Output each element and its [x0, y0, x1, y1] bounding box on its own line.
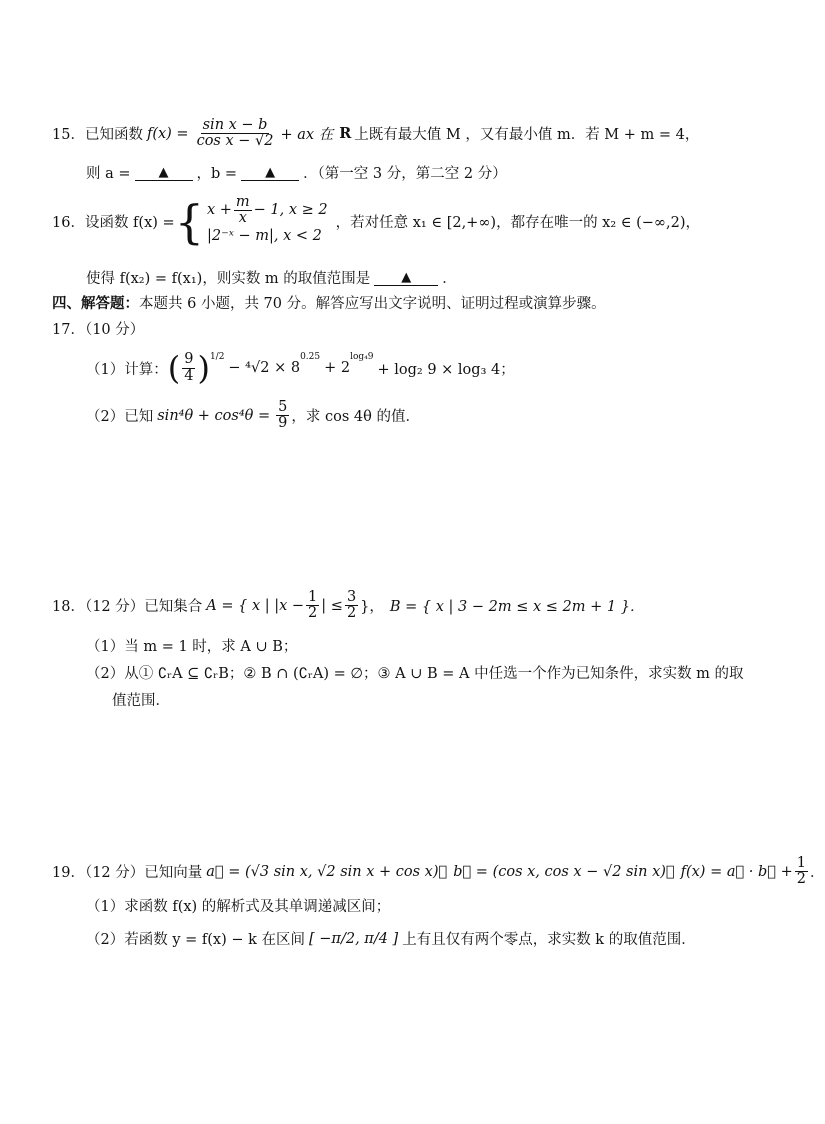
q16-tail: ，若对任意 x₁ ∈ [2,+∞)，都存在唯一的 x₂ ∈ (−∞,2)，	[335, 215, 700, 232]
section4-line	[52, 292, 606, 313]
q15-frac-den: cos x − √2	[196, 133, 274, 150]
q17-part2	[86, 400, 420, 431]
q16-cases	[207, 195, 328, 248]
q15-lead: 已知函数	[84, 127, 143, 144]
q17-p1-frac-num: 9	[184, 351, 194, 368]
q19-p2-pre: （2）若函数 y = f(x) − k 在区间	[86, 932, 306, 948]
q19-part1	[86, 895, 390, 916]
q19-head: 19．（12 分）已知向量	[52, 865, 203, 882]
q16-brace: {	[174, 194, 204, 249]
q18-p2-cont-text: 值范围．	[112, 693, 170, 709]
q16-blank-mark: ▲	[401, 270, 412, 285]
q19-line1	[52, 856, 825, 887]
q16-line2-text: 使得 f(x₂) = f(x₁)，则实数 m 的取值范围是	[86, 271, 371, 287]
q19-vec-b: b⃗ = (cos x, cos x − √2 sin x)，	[453, 863, 675, 880]
q19-fx-frac	[795, 856, 808, 887]
section4-text: 本题共 6 小题，共 70 分。解答应写出文字说明、证明过程或演算步骤。	[139, 296, 606, 312]
q17-p1-label: （1）计算：	[86, 361, 168, 378]
q19-p2-interval: [ −π/2, π/4 ]	[309, 930, 399, 947]
q18-setA-mid: | ≤	[321, 597, 343, 614]
q17-paren-close: )	[197, 349, 210, 387]
q18-setA-post: }，	[360, 599, 384, 616]
q18-part2	[86, 662, 744, 683]
q19-fx-frac-den: 2	[796, 871, 806, 888]
q17-p2-frac-num: 5	[278, 399, 288, 415]
q19-part2	[86, 928, 696, 949]
q16-case1-frac	[234, 195, 252, 226]
q15-number: 15．	[52, 127, 85, 144]
q17-head-text: 17．（10 分）	[52, 322, 145, 338]
q18-part1	[86, 635, 297, 656]
q17-p1-exponent: 1/2	[209, 352, 225, 362]
q18-head: 18．（12 分）已知集合	[52, 599, 203, 616]
q15-fx: f(x) =	[146, 125, 189, 142]
q18-setA-frac2	[345, 590, 358, 621]
q17-p1-rest2: + 2	[324, 360, 351, 376]
q19-vec-a: a⃗ = (√3 sin x, √2 sin x + cos x)，	[206, 863, 448, 880]
q16-blank	[374, 269, 438, 286]
q17-p2-frac	[276, 400, 289, 431]
section4-title: 四、解答题：	[52, 295, 139, 312]
q18-setA-frac2-den: 2	[346, 605, 357, 622]
q19-fx-end: ．	[810, 865, 825, 882]
q18-setA-frac2-num: 3	[346, 589, 357, 605]
q17-paren-open: (	[167, 349, 181, 387]
q17-p1-frac-den: 4	[184, 367, 194, 384]
q16-case2: |2⁻ˣ − m|, x < 2	[206, 228, 322, 245]
q16-line2-end: ．	[442, 271, 457, 287]
q15-fraction	[195, 118, 276, 149]
q18-setA-frac1-den: 2	[308, 605, 318, 622]
q15-R: R	[339, 125, 352, 143]
q17-p1-exponent3: log₄9	[350, 352, 374, 362]
q17-p1-exponent2: 0.25	[300, 352, 321, 362]
q19-fx-frac-num: 1	[796, 855, 806, 871]
q17-part1	[86, 349, 515, 387]
q17-p2-frac-den: 9	[278, 415, 288, 432]
q15-frac-num: sin x − b	[202, 117, 268, 133]
q16-case1	[207, 195, 328, 226]
q19-fx-pre: f(x) = a⃗ · b⃗ +	[680, 863, 793, 880]
q16-number: 16．	[52, 215, 85, 232]
q18-setB: B = { x | 3 − 2m ≤ x ≤ 2m + 1 }．	[389, 599, 645, 616]
q15-line1	[52, 118, 699, 149]
q18-setA-frac1	[306, 590, 319, 621]
q15-blank-2-mark: ▲	[265, 165, 276, 180]
q16-case1-frac-num: m	[235, 194, 250, 210]
q17-p2-label: （2）已知	[86, 409, 154, 426]
q16-line2	[86, 267, 457, 288]
q18-p2-text: （2）从① ∁ᵣA ⊆ ∁ᵣB；② B ∩ (∁ᵣA) = ∅；③ A ∪ B = A 中任选一个作为已知条件，求实数 m 的取	[86, 666, 744, 682]
q15-tail2: 上既有最大值 M ，又有最小值 m．若 M + m = 4，	[354, 127, 700, 144]
q18-setA-pre: A = { x | |x −	[206, 597, 305, 614]
q19-p1-text: （1）求函数 f(x) 的解析式及其单调递减区间；	[86, 899, 391, 915]
q16-case1-pre: x +	[206, 201, 232, 218]
q19-p2-post: 上有且仅有两个零点，求实数 k 的取值范围．	[402, 932, 696, 948]
q15-line2-b: ，b =	[196, 166, 238, 182]
q15-blank-2	[241, 164, 299, 181]
q15-line2	[86, 162, 507, 183]
q17-p2-expr: sin⁴θ + cos⁴θ =	[157, 407, 271, 424]
q15-line2-c: ．（第一空 3 分，第二空 2 分）	[303, 166, 507, 182]
q15-tail1: + ax 在	[280, 127, 334, 144]
q17-p1-rest: − ⁴√2 × 8	[228, 360, 301, 376]
q16-case1-post: − 1, x ≥ 2	[253, 201, 328, 218]
q16-case1-frac-den: x	[238, 210, 247, 227]
q18-line1	[52, 590, 644, 621]
q18-setA-frac1-num: 1	[308, 589, 318, 605]
q18-part2-cont	[112, 689, 170, 710]
q17-p2-tail: ，求 cos 4θ 的值．	[291, 409, 420, 426]
q17-p1-frac	[182, 352, 195, 383]
q15-blank-1-mark: ▲	[158, 165, 169, 180]
q15-blank-1	[135, 164, 193, 181]
q17-head	[52, 318, 144, 339]
q17-p1-rest3: + log₂ 9 × log₃ 4；	[377, 361, 515, 378]
q16-lead: 设函数 f(x) =	[84, 215, 175, 232]
q18-p1-text: （1）当 m = 1 时，求 A ∪ B；	[86, 639, 298, 655]
q16-line1	[52, 195, 700, 248]
q15-line2-a: 则 a =	[86, 166, 131, 182]
